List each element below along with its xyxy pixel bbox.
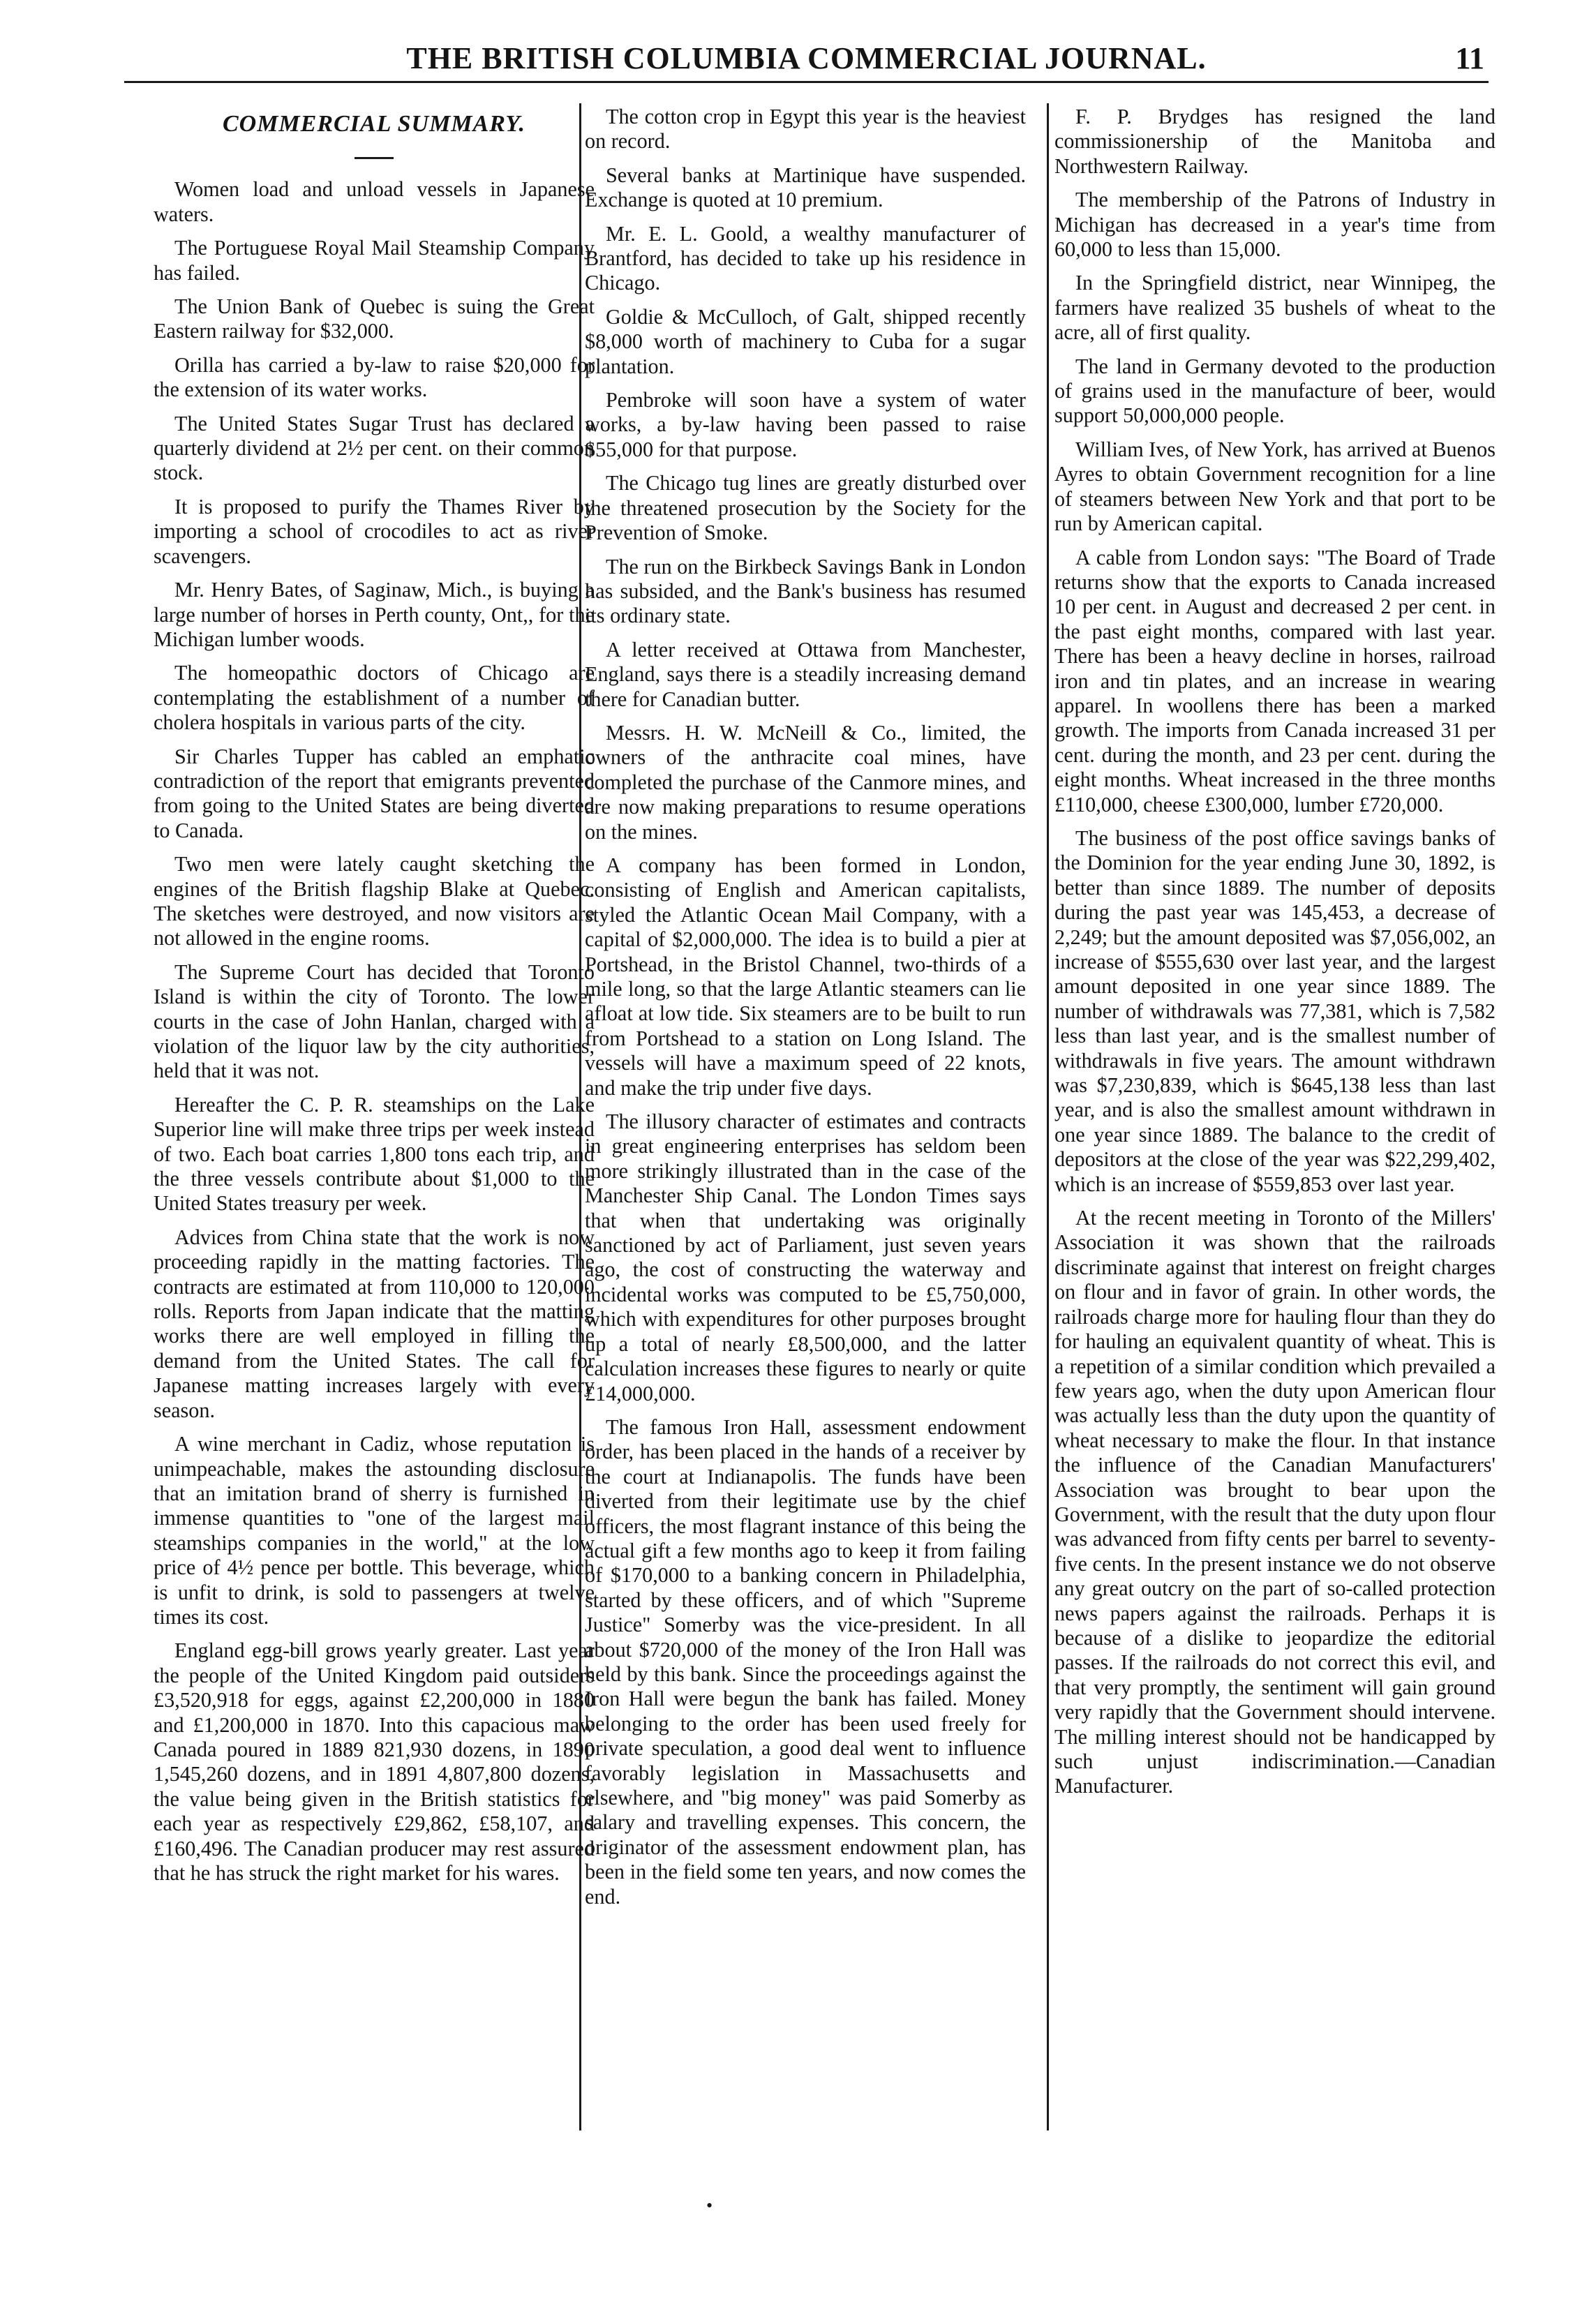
news-item: England egg-bill grows yearly greater. Last year the people of the United Kingdom paid outsiders £3,520,918 for eggs, against £2,200,000 in 1880 and £1,200,000 in 1870. Into this capacious maw Canada poured in 1889 821,930 dozens, in 1890 1,545,260 dozens, and in 1891 4,807,800 dozens, the value being given in the British statistics for each year as respectively £29,862, £58,107, and £160,496. The Canadian producer may rest assured that he has struck the right market for his wares. [154,1639,595,1885]
news-item: The Chicago tug lines are greatly disturbed over the threatened prosecution by the Society for the Prevention of Smoke. [585,471,1026,545]
news-item: F. P. Brydges has resigned the land commissionership of the Manitoba and Northwestern Railway. [1054,105,1496,178]
news-item: The United States Sugar Trust has declared a quarterly dividend at 2½ per cent. on their common stock. [154,411,595,485]
news-item: Women load and unload vessels in Japanese waters. [154,177,595,226]
news-item: The land in Germany devoted to the production of grains used in the manufacture of beer, would support 50,000,000 people. [1054,354,1496,428]
news-item: The cotton crop in Egypt this year is the heaviest on record. [585,105,1026,154]
news-item: The Portuguese Royal Mail Steamship Company has failed. [154,236,595,285]
news-item: Mr. Henry Bates, of Saginaw, Mich., is buying a large number of horses in Perth county, Ont,, for the Michigan lumber woods. [154,578,595,651]
column-3 [1054,105,1496,1808]
news-item: The business of the post office savings banks of the Dominion for the year ending June 30, 1892, is better than since 1889. The number of deposits during the past year was 145,453, a decrease of 2,249; but the amount deposited was $7,056,002, an increase of $555,630 over last year, and the largest amount deposited in one year since 1889. The number of withdrawals was 77,381, which is 7,582 less than last year, and is the smallest number of withdrawals in five years. The amount withdrawn was $7,230,839, which is $645,138 less than last year, and is also the smallest amount withdrawn in one year since 1889. The balance to the credit of depositors at the close of the year was $22,299,402, which is an increase of $559,853 over last year. [1054,826,1496,1196]
news-item: A company has been formed in London, consisting of English and American capitalists, styled the Atlantic Ocean Mail Company, with a capital of $2,000,000. The idea is to build a pier at Portshead, in the Bristol Channel, two-thirds of a mile long, so that the large Atlantic steamers can lie afloat at low tide. Six steamers are to be built to run from Portshead to a station on Long Island. The vessels will have a maximum speed of 22 knots, and make the trip under five days. [585,853,1026,1100]
news-item: The Supreme Court has decided that Toronto Island is within the city of Toronto. The lower courts in the case of John Hanlan, charged with a violation of the liquor law by the city authorities, held that it was not. [154,960,595,1083]
news-item: Advices from China state that the work is now proceeding rapidly in the matting factories. The contracts are estimated at from 110,000 to 120,000 rolls. Reports from Japan indicate that the matting works there are well employed in filling the demand from the United States. The call for Japanese matting increases largely with every season. [154,1225,595,1422]
column-1 [154,105,595,1895]
news-item: The Union Bank of Quebec is suing the Great Eastern railway for $32,000. [154,294,595,343]
news-item: Messrs. H. W. McNeill & Co., limited, the owners of the anthracite coal mines, have completed the purchase of the Canmore mines, and are now making preparations to resume operations on the mines. [585,720,1026,844]
news-item: Two men were lately caught sketching the engines of the British flagship Blake at Quebec. The sketches were destroyed, and now visitors are not allowed in the engine rooms. [154,852,595,950]
news-item: The illusory character of estimates and contracts in great engineering enterprises has seldom been more strikingly illustrated than in the case of the Manchester Ship Canal. The London Times says that when that undertaking was originally sanctioned by act of Parliament, just seven years ago, the cost of constructing the waterway and incidental works was computed to be £5,750,000, which with expenditures for other purposes brought up a total of nearly £8,500,000, and the latter calculation increases these figures to nearly or quite £14,000,000. [585,1110,1026,1405]
column-2 [585,105,1026,1918]
column-divider [1047,103,1049,2130]
news-item: The homeopathic doctors of Chicago are contemplating the establishment of a number of cholera hospitals in various parts of the city. [154,661,595,735]
journal-title: THE BRITISH COLUMBIA COMMERCIAL JOURNAL. [406,41,1207,75]
footer-dot: • [706,2195,713,2216]
section-title: COMMERCIAL SUMMARY. [222,111,526,137]
news-item: The run on the Birkbeck Savings Bank in London has subsided, and the Bank's business has resumed its ordinary state. [585,554,1026,628]
page-header [124,39,1489,83]
column-2-body [585,105,1026,1909]
news-item: The famous Iron Hall, assessment endowment order, has been placed in the hands of a receiver by the court at Indianapolis. The funds have been diverted from their legitimate use by the chief officers, the most flagrant instance of this being the actual gift a few months ago to keep it from failing of $170,000 to a banking concern in Philadelphia, started by these officers, and of which "Supreme Justice" Somerby was the vice-president. In all about $720,000 of the money of the Iron Hall was held by this bank. Since the proceedings against the Iron Hall were begun the bank has failed. Money belonging to the order has been used freely for private speculation, a good deal went to influence favorably legislation in Massachusetts and elsewhere, and "big money" was paid Somerby as salary and travelling expenses. This concern, the originator of the assessment endowment plan, has been in the field some ten years, and now comes the end. [585,1414,1026,1909]
news-item: A letter received at Ottawa from Manchester, England, says there is a steadily increasing demand there for Canadian butter. [585,637,1026,711]
news-item: Sir Charles Tupper has cabled an emphatic contradiction of the report that emigrants prevented from going to the United States are being diverted to Canada. [154,744,595,842]
news-item: William Ives, of New York, has arrived at Buenos Ayres to obtain Government recognition for a line of steamers between New York and that port to be run by American capital. [1054,437,1496,536]
news-item: Hereafter the C. P. R. steamships on the Lake Superior line will make three trips per week instead of two. Each boat carries 1,800 tons each trip, and the three vessels contribute about $1,000 to the United States treasury per week. [154,1092,595,1216]
column-3-body [1054,105,1496,1799]
news-item: In the Springfield district, near Winnipeg, the farmers have realized 35 bushels of wheat to the acre, all of first quality. [1054,271,1496,345]
news-item: It is proposed to purify the Thames River by importing a school of crocodiles to act as river scavengers. [154,494,595,568]
news-item: Orilla has carried a by-law to raise $20,000 for the extension of its water works. [154,352,595,402]
news-item: A wine merchant in Cadiz, whose reputation is unimpeachable, makes the astounding disclosure that an imitation brand of sherry is furnished in immense quantities to "one of the largest mail steamships companies in the world," at the low price of 4½ pence per bottle. This beverage, which is unfit to drink, is sold to passengers at twelve times its cost. [154,1432,595,1629]
news-item: Pembroke will soon have a system of water works, a by-law having been passed to raise $55,000 for that purpose. [585,388,1026,461]
news-item: At the recent meeting in Toronto of the Millers' Association it was shown that the railroads discriminate against that interest on freight charges on flour and in favor of grain. In other words, the railroads charge more for hauling flour than they do for hauling an equivalent quantity of wheat. This is a repetition of a similar condition which prevailed a few years ago, when the duty upon American flour was actually less than the duty upon the quantity of wheat necessary to make the flour. In that instance the influence of the Canadian Manufacturers' Association was brought to bear upon the Government, with the result that the duty upon flour was advanced from fifty cents per barrel to seventy-five cents. In the present instance we do not observe any great outcry on the part of so-called protection news papers against the railroads. Perhaps it is because of a dislike to jeopardize the editorial passes. If the railroads do not correct this evil, and that very promptly, the sentiment will gain ground very rapidly that the Government should intervene. The milling interest should not be handicapped by such unjust indiscrimination.—Canadian Manufacturer. [1054,1206,1496,1798]
news-item: Several banks at Martinique have suspended. Exchange is quoted at 10 premium. [585,163,1026,212]
news-item: The membership of the Patrons of Industry in Michigan has decreased in a year's time from 60,000 to less than 15,000. [1054,188,1496,262]
news-item: A cable from London says: "The Board of Trade returns show that the exports to Canada increased 10 per cent. in August and decreased 2 per cent. in the past eight months, compared with last year. There has been a heavy decline in horses, railroad iron and tin plates, and an increase in wearing apparel. In woollens there has been a marked growth. The imports from Canada increased 31 per cent. during the month, and 23 per cent. during the eight months. Wheat increased in the three months £110,000, cheese £300,000, lumber £720,000. [1054,545,1496,816]
news-item: Mr. E. L. Goold, a wealthy manufacturer of Brantford, has decided to take up his residence in Chicago. [585,221,1026,295]
news-item: Goldie & McCulloch, of Galt, shipped recently $8,000 worth of machinery to Cuba for a sugar plantation. [585,304,1026,378]
column-1-body [154,177,595,1886]
page-number: 11 [1455,41,1484,75]
title-rule [355,157,394,159]
